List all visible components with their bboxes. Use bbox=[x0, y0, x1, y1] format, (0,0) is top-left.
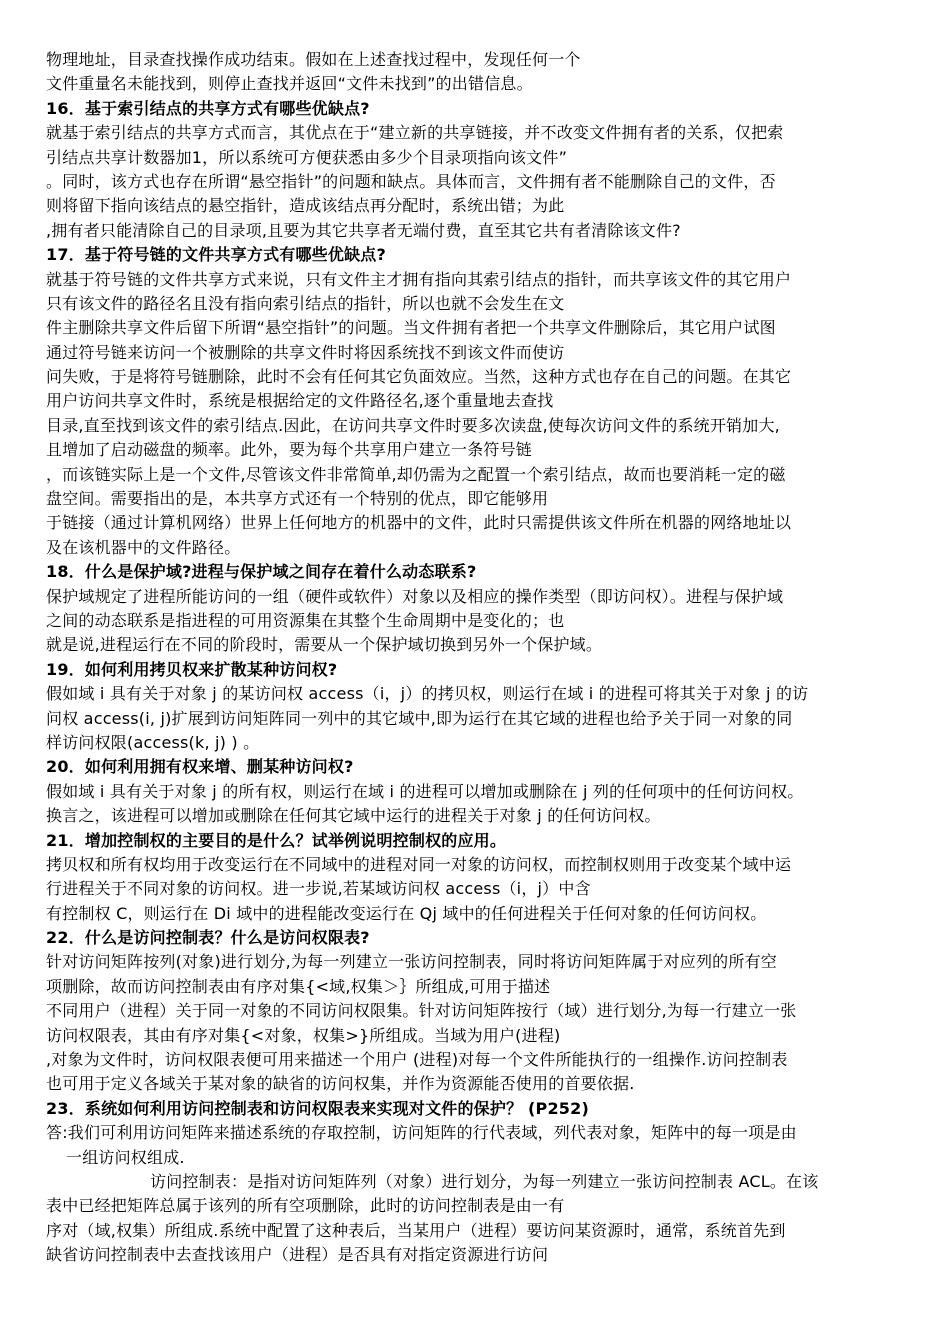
text-line: 之间的动态联系是指进程的可用资源集在其整个生命周期中是变化的；也 bbox=[46, 610, 565, 630]
text-line: 答:我们可利用访问矩阵来描述系统的存取控制，访问矩阵的行代表域，列代表对象，矩阵中的每一项是由 bbox=[46, 1123, 797, 1143]
text-line: 盘空间。需要指出的是，本共享方式还有一个特别的优点，即它能够用 bbox=[46, 489, 549, 509]
text-line: 引结点共享计数器加1，所以系统可方便获悉由多少个目录项指向该文件” bbox=[46, 147, 568, 167]
question-heading: 20．如何利用拥有权来增、删某种访问权? bbox=[46, 757, 354, 777]
text-line: 件主删除共享文件后留下所谓“悬空指针”的问题。当文件拥有者把一个共享文件删除后，其它用户试图 bbox=[46, 318, 776, 338]
text-line: ，而该链实际上是一个文件,尽管该文件非常简单,却仍需为之配置一个索引结点，故而也要消耗一定的磁 bbox=[46, 464, 786, 484]
text-line: 则将留下指向该结点的悬空指针，造成该结点再分配时，系统出错；为此 bbox=[46, 196, 565, 216]
text-line: 有控制权 C，则运行在 Di 域中的进程能改变运行在 Qj 域中的任何进程关于任何对象的任何访问权。 bbox=[46, 903, 767, 923]
question-heading: 23．系统如何利用访问控制表和访问权限表来实现对文件的保护？ (P252) bbox=[46, 1098, 589, 1118]
text-line: 。同时，该方式也存在所谓“悬空指针”的问题和缺点。具体而言，文件拥有者不能删除自己的文件，否 bbox=[46, 171, 776, 191]
text-line: 针对访问矩阵按列(对象)进行划分,为每一列建立一张访问控制表，同时将访问矩阵属于对应列的所有空 bbox=[46, 952, 777, 972]
text-line: 物理地址，目录查找操作成功结束。假如在上述查找过程中，发现任何一个 bbox=[46, 50, 581, 69]
text-line: 访问权限表，其由有序对集{<对象，权集>}所组成。当域为用户(进程) bbox=[46, 1025, 561, 1045]
text-line: 及在该机器中的文件路径。 bbox=[46, 537, 241, 557]
text-line: 保护域规定了进程所能访问的一组（硬件或软件）对象以及相应的操作类型（即访问权）。进程与保护域 bbox=[46, 586, 784, 606]
text-line: 缺省访问控制表中去查找该用户（进程）是否具有对指定资源进行访问 bbox=[46, 1245, 549, 1265]
question-heading: 18．什么是保护域?进程与保护域之间存在着什么动态联系? bbox=[46, 562, 477, 582]
text-line: 问权 access(i, j)扩展到访问矩阵同一列中的其它域中,即为运行在其它域的进程也给予关于同一对象的同 bbox=[46, 708, 793, 728]
text-line: 换言之，该进程可以增加或删除在任何其它域中运行的进程关于对象 j 的任何访问权。 bbox=[46, 806, 661, 826]
text-line: 拷贝权和所有权均用于改变运行在不同域中的进程对同一对象的访问权，而控制权则用于改变某个域中运 bbox=[46, 854, 792, 874]
text-line: 于链接（通过计算机网络）世界上任何地方的机器中的文件，此时只需提供该文件所在机器的网络地址以 bbox=[46, 513, 792, 533]
text-line: 就是说,进程运行在不同的阶段时，需要从一个保护域切换到另外一个保护域。 bbox=[46, 635, 603, 655]
text-line: 行进程关于不同对象的访问权。进一步说,若某域访问权 access（i，j）中含 bbox=[46, 879, 591, 899]
text-line: 就基于符号链的文件共享方式来说，只有文件主才拥有指向其索引结点的指针，而共享该文件的其它用户 bbox=[46, 269, 792, 289]
text-line: 项删除，故而访问控制表由有序对集{<域,权集＞｝所组成,可用于描述 bbox=[46, 976, 551, 996]
text-line: 也可用于定义各域关于某对象的缺省的访问权集，并作为资源能否使用的首要依据. bbox=[46, 1074, 635, 1094]
text-line: ,拥有者只能清除自己的目录项,且要为其它共享者无端付费，直至其它共有者清除该文件? bbox=[46, 220, 681, 240]
text-line: 序对（域,权集）所组成.系统中配置了这种表后，当某用户（进程）要访问某资源时，通常，系统首先到 bbox=[46, 1220, 786, 1240]
question-heading: 22．什么是访问控制表？什么是访问权限表? bbox=[46, 928, 370, 948]
text-line: 表中已经把矩阵总属于该列的所有空项删除，此时的访问控制表是由一有 bbox=[46, 1196, 565, 1216]
text-line: 就基于索引结点的共享方式而言，其优点在于“建立新的共享链接，并不改变文件拥有者的关系，仅把索 bbox=[46, 123, 784, 143]
text-line: 访问控制表：是指对访问矩阵列（对象）进行划分，为每一列建立一张访问控制表 ACL。在该 bbox=[150, 1171, 819, 1191]
text-line: 文件重量名未能找到，则停止查找并返回“文件未找到”的出错信息。 bbox=[46, 74, 533, 94]
text-line: 假如域 i 具有关于对象 j 的所有权，则运行在域 i 的进程可以增加或删除在 j 列的任何项中的任何访问权。 bbox=[46, 781, 804, 801]
question-heading: 19．如何利用拷贝权来扩散某种访问权? bbox=[46, 659, 338, 679]
text-line: 一组访问权组成. bbox=[66, 1147, 185, 1167]
question-heading: 17．基于符号链的文件共享方式有哪些优缺点? bbox=[46, 245, 386, 265]
text-line: 通过符号链来访问一个被删除的共享文件时将因系统找不到该文件而使访 bbox=[46, 342, 565, 362]
text-line: 且增加了启动磁盘的频率。此外，要为每个共享用户建立一条符号链 bbox=[46, 440, 533, 460]
text-line: 只有该文件的路径名且没有指向索引结点的指针，所以也就不会发生在文 bbox=[46, 293, 565, 313]
text-line: ,对象为文件时，访问权限表便可用来描述一个用户 (进程)对每一个文件所能执行的一组操作.访问控制表 bbox=[46, 1050, 788, 1070]
question-heading: 21．增加控制权的主要目的是什么？试举例说明控制权的应用。 bbox=[46, 830, 507, 850]
text-line: 目录,直至找到该文件的索引结点.因此，在访问共享文件时要多次读盘,使每次访问文件的系统开销加大, bbox=[46, 415, 780, 435]
text-line: 样访问权限(access(k, j) ) 。 bbox=[46, 732, 260, 752]
text-line: 假如域 i 具有关于对象 j 的某访问权 access（i，j）的拷贝权，则运行在域 i 的进程可将其关于对象 j 的访 bbox=[46, 684, 809, 704]
text-line: 不同用户（进程）关于同一对象的不同访问权限集。针对访问矩阵按行（域）进行划分,为每一行建立一张 bbox=[46, 1001, 797, 1021]
text-line: 问失败，于是将符号链删除，此时不会有任何其它负面效应。当然，这种方式也存在自己的问题。在其它 bbox=[46, 367, 792, 387]
question-heading: 16．基于索引结点的共享方式有哪些优缺点? bbox=[46, 98, 370, 118]
text-line: 用户访问共享文件时，系统是根据给定的文件路径名,逐个重量地去查找 bbox=[46, 391, 554, 411]
